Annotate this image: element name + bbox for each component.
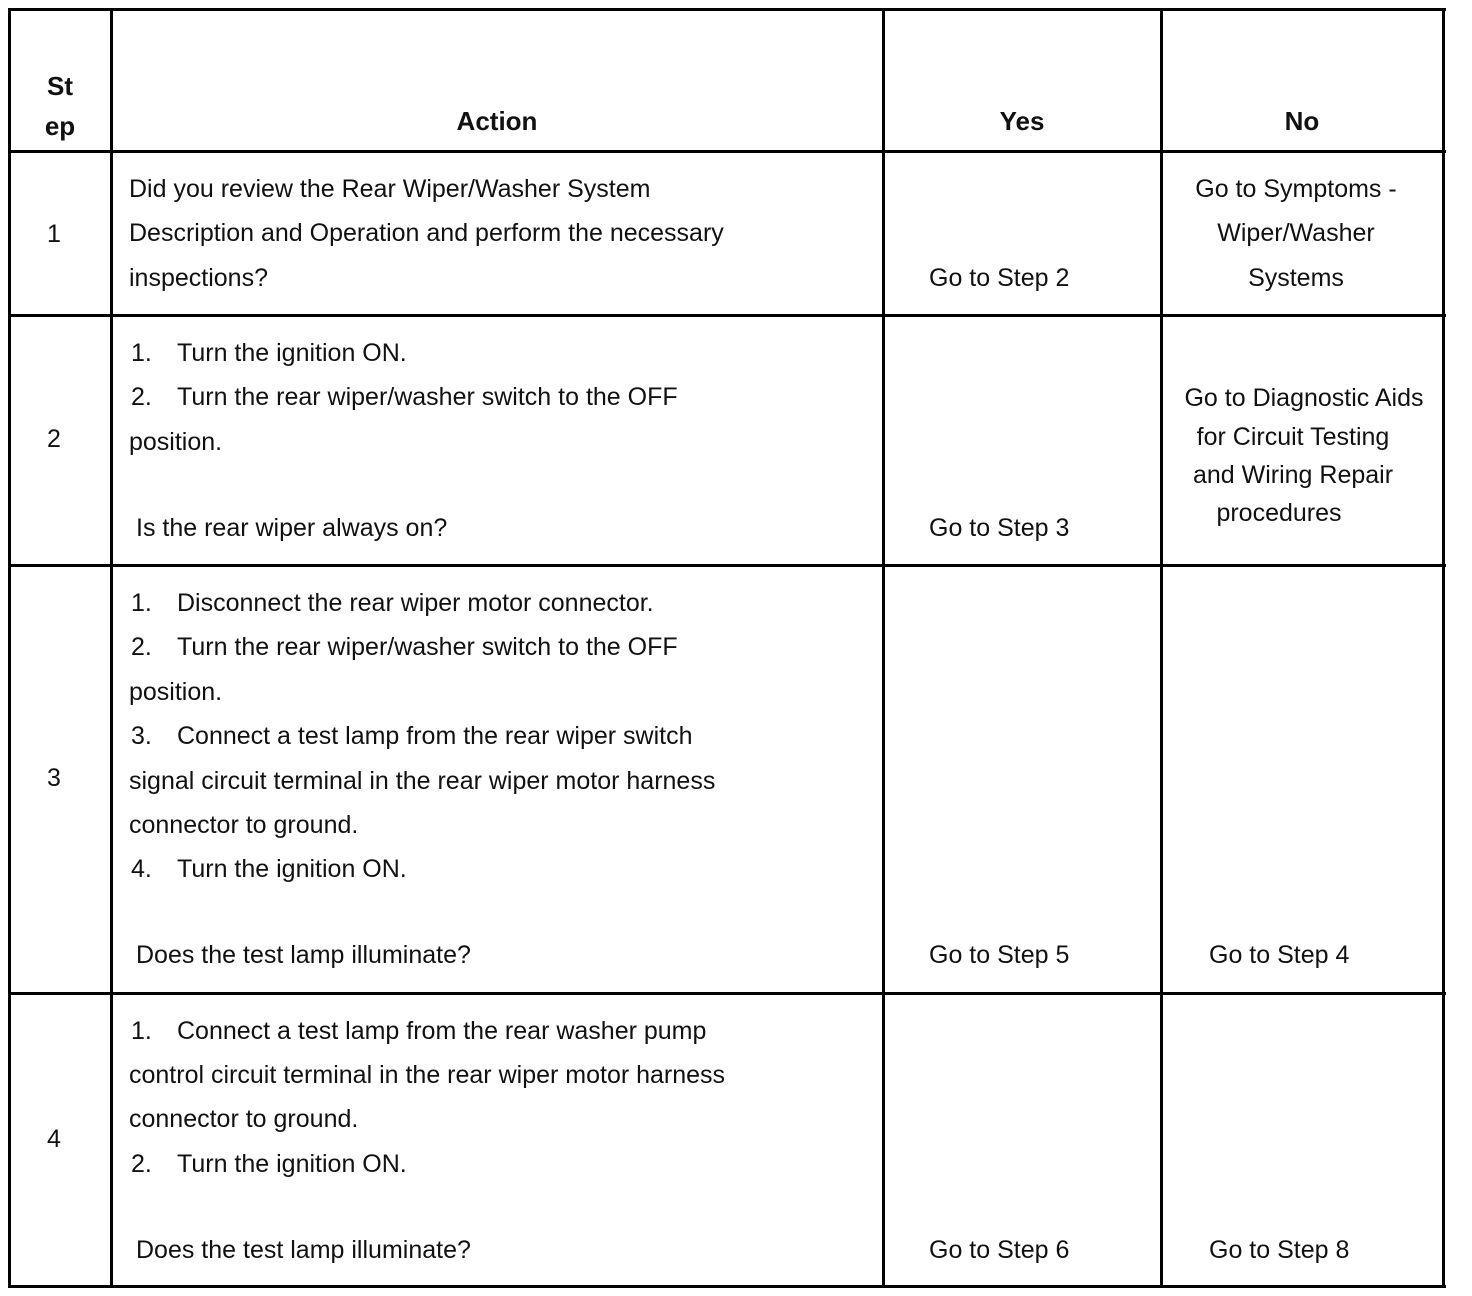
header-no: No (1284, 106, 1320, 136)
table-border-bottom (8, 1285, 1446, 1288)
action-item (131, 847, 407, 892)
action-item (131, 1142, 407, 1187)
step-number: 3 (47, 764, 61, 792)
action-line: Description and Operation and perform the necessary (129, 219, 724, 247)
item-number: 1. (131, 589, 152, 617)
table-border-top (8, 8, 1446, 11)
step-number: 1 (47, 220, 61, 248)
header-step: St ep (44, 71, 76, 141)
item-text: Turn the rear wiper/washer switch to the OFF (177, 633, 678, 661)
item-number: 2. (131, 1150, 152, 1178)
no-result-line: procedures (1216, 499, 1342, 527)
table-border-left (8, 8, 11, 1287)
table-border-right (1442, 8, 1445, 1287)
item-text: Connect a test lamp from the rear washer pump (177, 1017, 707, 1045)
item-number: 2. (131, 633, 152, 661)
yes-result: Go to Step 2 (929, 264, 1070, 292)
action-line: Did you review the Rear Wiper/Washer System (129, 175, 651, 203)
col-divider-step (110, 8, 113, 1287)
item-text: Turn the ignition ON. (177, 855, 407, 883)
no-result: Go to Step 4 (1209, 941, 1350, 969)
action-line: connector to ground. (129, 1105, 359, 1133)
action-question: Does the test lamp illuminate? (136, 1236, 471, 1264)
action-line: inspections? (129, 264, 268, 292)
no-result-line: Go to Symptoms - (1195, 175, 1397, 203)
col-divider-action (882, 8, 885, 1287)
item-number: 3. (131, 722, 152, 750)
action-line: signal circuit terminal in the rear wiper motor harness (129, 767, 716, 795)
action-line: position. (129, 678, 223, 706)
step-number: 2 (47, 425, 61, 453)
action-line: position. (129, 428, 223, 456)
item-text: Turn the ignition ON. (177, 339, 407, 367)
item-number: 1. (131, 339, 152, 367)
item-text: Disconnect the rear wiper motor connector. (177, 589, 654, 617)
action-line: control circuit terminal in the rear wiper motor harness (129, 1061, 726, 1089)
row-divider-2 (8, 564, 1446, 567)
header-action: Action (456, 106, 538, 136)
item-text: Connect a test lamp from the rear wiper switch (177, 722, 693, 750)
no-result: Go to Step 8 (1209, 1236, 1350, 1264)
item-text: Turn the rear wiper/washer switch to the OFF (177, 383, 678, 411)
yes-result: Go to Step 5 (929, 941, 1070, 969)
header-divider (8, 150, 1446, 153)
no-result-line: Go to Diagnostic Aids (1184, 384, 1424, 412)
item-number: 4. (131, 855, 152, 883)
action-item (131, 1009, 706, 1054)
action-item (131, 581, 654, 626)
yes-result: Go to Step 3 (929, 514, 1070, 542)
item-number: 1. (131, 1017, 152, 1045)
no-result-line: and Wiring Repair (1192, 461, 1394, 489)
action-line: connector to ground. (129, 811, 359, 839)
header-yes: Yes (999, 106, 1045, 136)
no-result-line: Wiper/Washer (1217, 219, 1375, 247)
yes-result: Go to Step 6 (929, 1236, 1070, 1264)
item-number: 2. (131, 383, 152, 411)
step-number: 4 (47, 1125, 61, 1153)
row-divider-3 (8, 992, 1446, 995)
action-item (131, 714, 692, 759)
no-result-line: for Circuit Testing (1196, 423, 1390, 451)
action-item (131, 331, 407, 376)
action-question: Is the rear wiper always on? (136, 514, 448, 542)
item-text: Turn the ignition ON. (177, 1150, 407, 1178)
row-divider-1 (8, 314, 1446, 317)
no-result-line: Systems (1248, 264, 1344, 292)
action-item (131, 375, 678, 420)
action-item (131, 625, 678, 670)
action-question: Does the test lamp illuminate? (136, 941, 471, 969)
